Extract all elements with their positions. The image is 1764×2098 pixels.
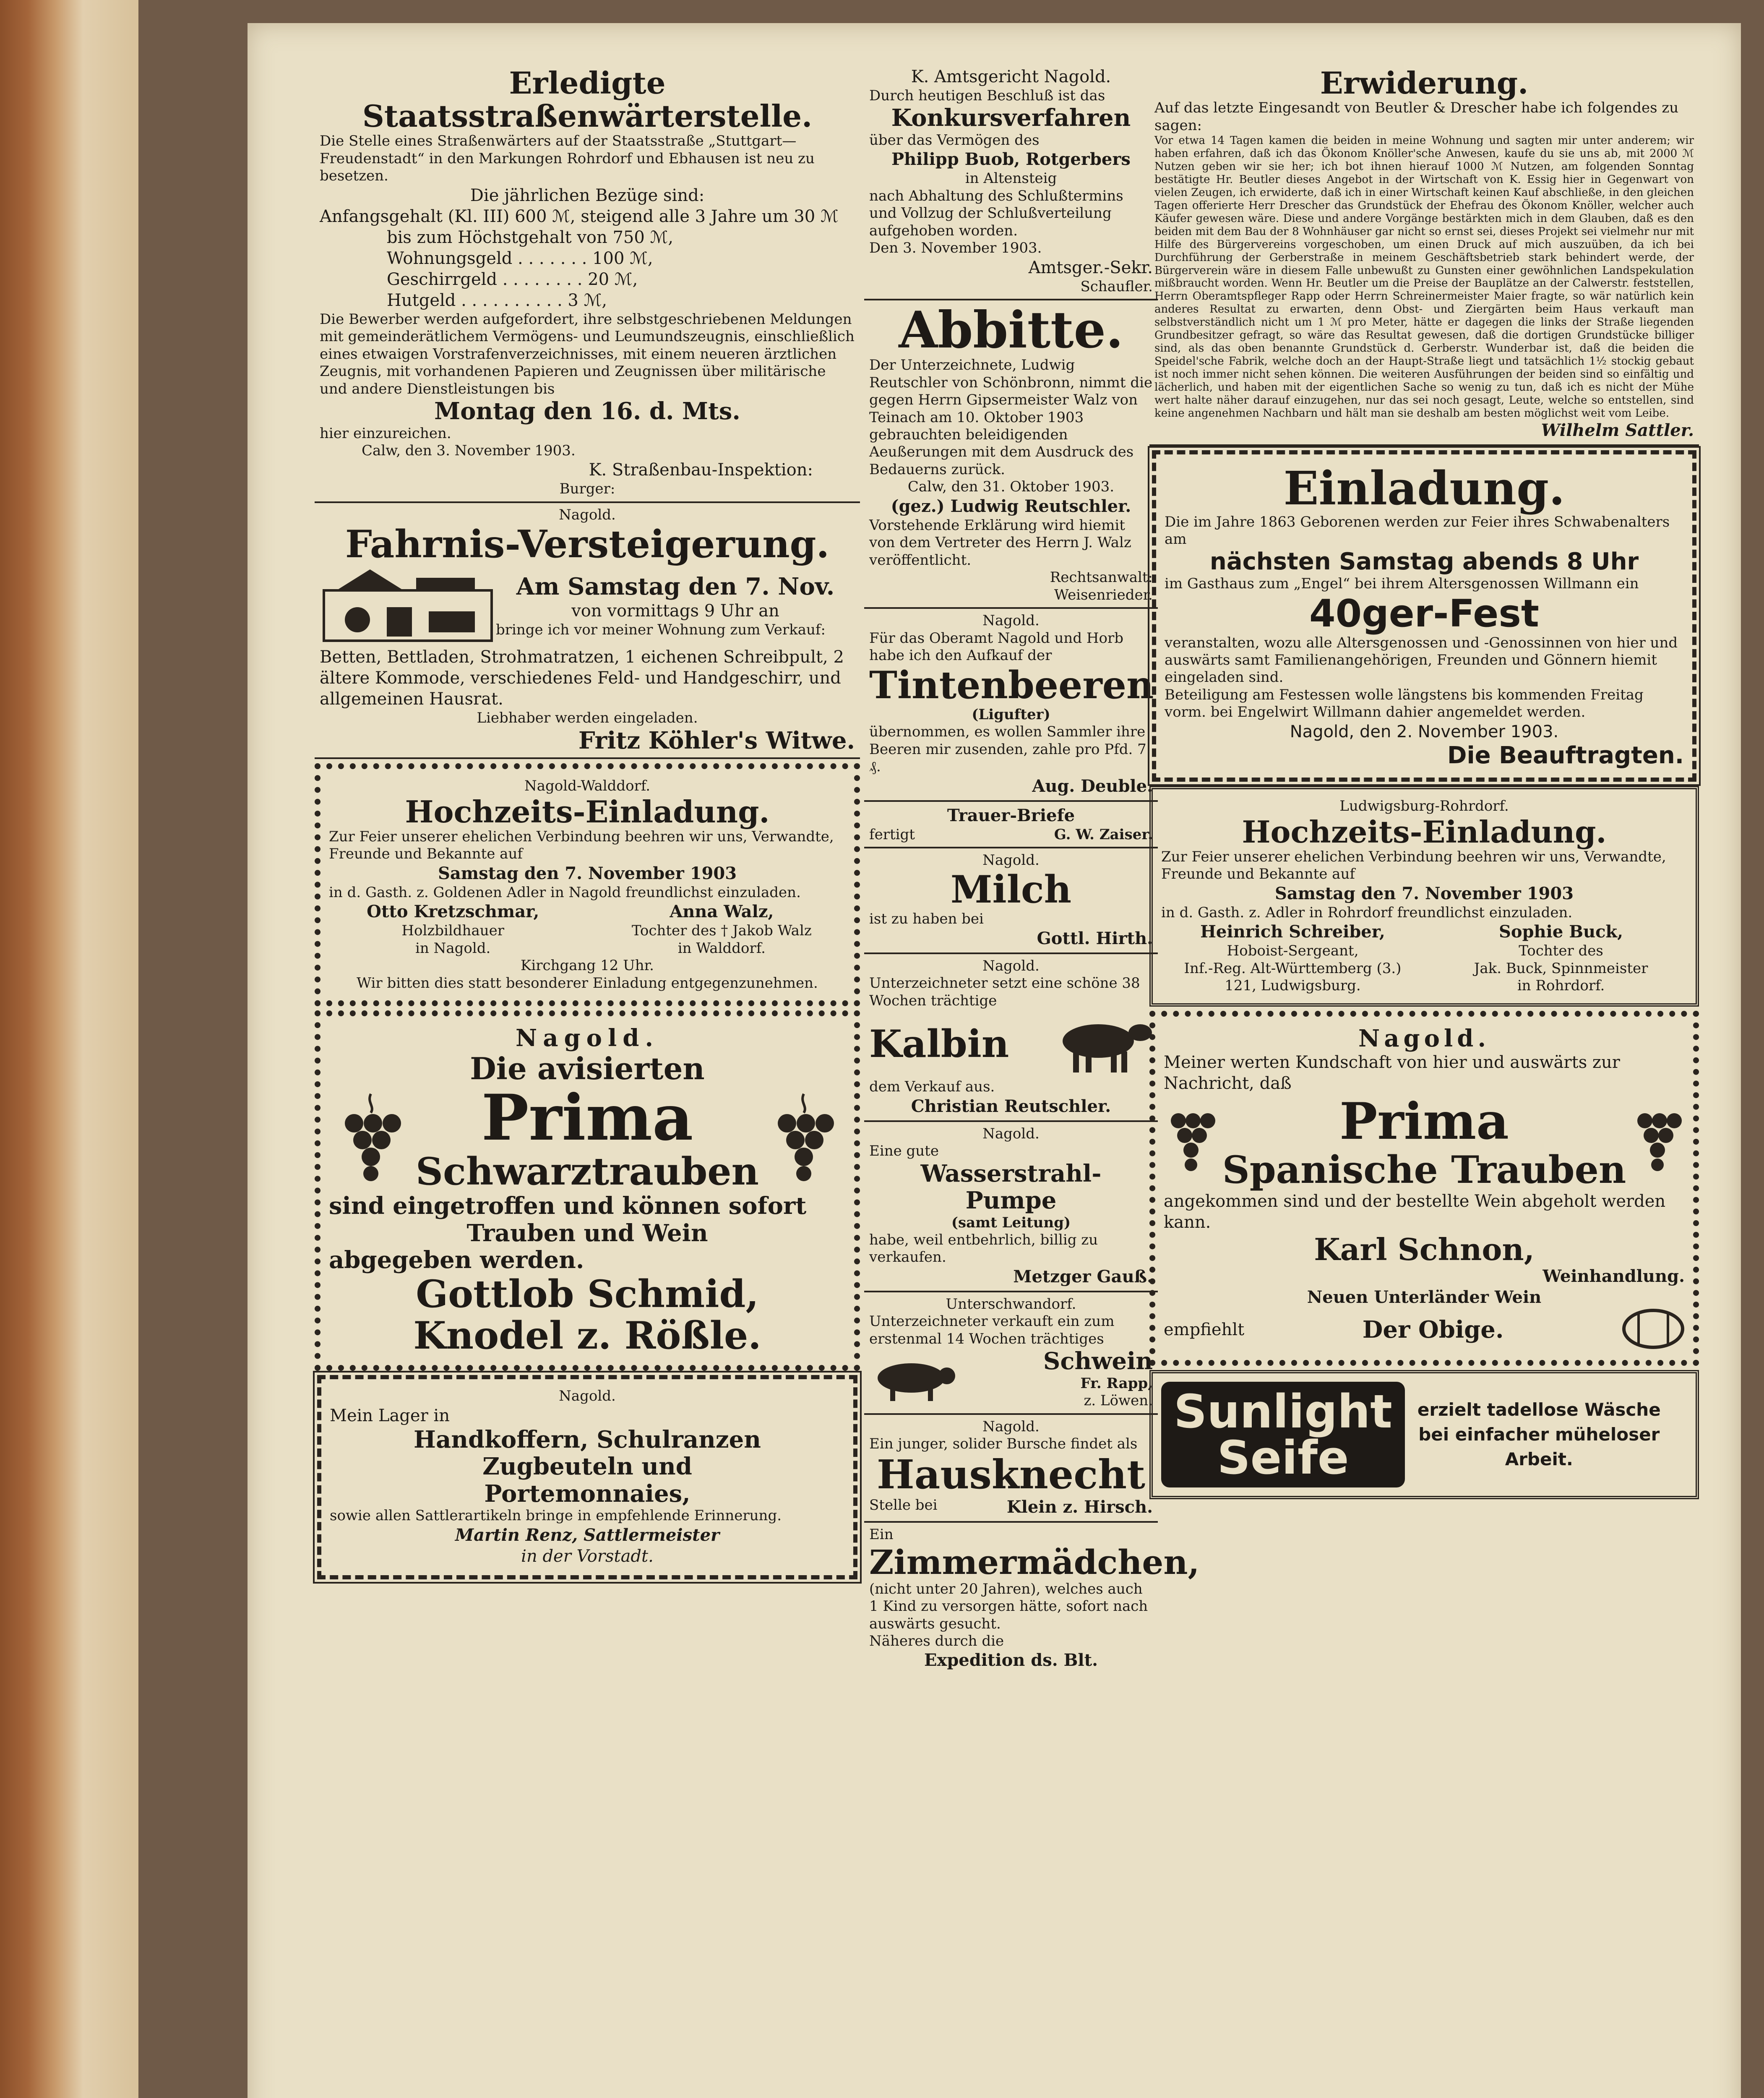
- place-date: Calw, den 3. November 1903.: [362, 442, 576, 459]
- bride-place: in Rohrdorf.: [1517, 977, 1605, 994]
- ad-sign2: Rechtsanwalt:: [1050, 569, 1153, 586]
- book-binding-edge: [0, 0, 138, 2098]
- ad-title: Zimmermädchen,: [869, 1542, 1200, 1582]
- ad-place: Nagold.: [559, 1388, 616, 1405]
- ad-place: Nagold.: [982, 957, 1040, 974]
- auction-signature: Fritz Köhler's Witwe.: [578, 726, 855, 754]
- ad-text1: erzielt tadellose Wäsche: [1417, 1399, 1661, 1420]
- schwein-row: [869, 1348, 1153, 1409]
- ad-sign: (gez.) Ludwig Reutschler.: [891, 496, 1131, 516]
- couple-row: [329, 901, 846, 957]
- ad-place-date: Nagold, den 2. November 1903.: [1290, 722, 1559, 741]
- deadline-date: Montag den 16. d. Mts.: [434, 397, 740, 425]
- grape-icon: [1630, 1100, 1685, 1185]
- ad-tintenbeeren: [864, 609, 1158, 801]
- ad-line1: Unterzeichneter setzt eine schöne 38 Wochen trächtige: [869, 975, 1140, 1009]
- ad-zimmermaedchen: [864, 1523, 1200, 1674]
- ad-line1: Eine gute: [869, 1143, 939, 1160]
- ad-sign: Die Beauftragten.: [1447, 741, 1684, 769]
- auction-invite: Liebhaber werden eingeladen.: [477, 710, 698, 727]
- ad-title1: Wasserstrahl-: [920, 1159, 1102, 1187]
- ad-line2: Handkoffern, Schulranzen: [414, 1425, 761, 1453]
- ad-sign1: Martin Renz, Sattlermeister: [455, 1525, 720, 1545]
- groom-job: Hoboist-Sergeant,: [1227, 942, 1359, 960]
- grape-icon: [1164, 1100, 1218, 1185]
- ad-line1: Für das Oberamt Nagold und Horb habe ich den Aufkauf der: [869, 629, 1124, 664]
- ad-line4: nach Abhaltung des Schlußtermins und Vollzug der Schlußverteilung aufgehoben worden.: [869, 187, 1123, 239]
- ad-line4: Portemonnaies,: [484, 1480, 690, 1508]
- ad-title: Hochzeits-Einladung.: [405, 793, 770, 830]
- invite-note: Wir bitten dies statt besonderer Einladung entgegenzunehmen.: [357, 974, 818, 992]
- ad-title2: Pumpe: [965, 1187, 1057, 1215]
- event-date: nächsten Samstag abends 8 Uhr: [1209, 548, 1639, 575]
- ad-spanische-title: Spanische Trauben: [1222, 1148, 1626, 1193]
- ad-sign: Klein z. Hirsch.: [1006, 1497, 1153, 1517]
- ad-place: Nagold.: [559, 506, 616, 523]
- column-left: [315, 63, 860, 1584]
- ad-line1: ist zu haben bei: [869, 911, 984, 928]
- ad-body: Die Bewerber werden aufgefordert, ihre selbstgeschriebenen Meldungen mit gemeinderätlichem Vermögens- und Leumundszeugnis, einschließlich eines etwaigen Vorstrafenverzeichnisses, mit einem neueren ärztlichen Zeugnis, mit vorhandenen Papieren und Zeugnissen über militärische und andere Dienstleistungen bis: [320, 311, 855, 397]
- invite-text: Zur Feier unserer ehelichen Verbindung beehren wir uns, Verwandte, Freunde und Bekannte auf: [1161, 848, 1666, 883]
- ad-place: Nagold.: [516, 1024, 659, 1052]
- kalbin-row: [869, 1010, 1153, 1078]
- ad-einladung-40gerfest: [1152, 450, 1696, 782]
- ad-staatsstrassenwaerter: [315, 63, 860, 503]
- ad-place: Nagold.: [982, 1125, 1040, 1142]
- spanish-grape-row: [1164, 1094, 1685, 1191]
- ad-place: Nagold.: [1358, 1024, 1490, 1052]
- ad-text3: Arbeit.: [1505, 1448, 1573, 1469]
- ad-line3: Zugbeuteln und: [482, 1453, 692, 1481]
- groom-place: 121, Ludwigsburg.: [1225, 977, 1361, 994]
- bride-place: in Walddorf.: [677, 939, 766, 957]
- ad-sign: Wilhelm Sattler.: [1541, 420, 1694, 440]
- column-right: [1149, 63, 1699, 1503]
- ad-line1: Mein Lager in: [330, 1406, 450, 1425]
- ad-note: Vorstehende Erklärung wird hiemit von dem Vertreter des Herrn J. Walz veröffentlicht.: [869, 517, 1131, 569]
- ad-left: fertigt: [869, 826, 915, 843]
- wohnungsgeld-line: Wohnungsgeld . . . . . . . 100 ℳ,: [387, 248, 653, 268]
- column-middle: [864, 63, 1200, 1674]
- ad-text2: bei einfacher müheloser: [1418, 1424, 1660, 1445]
- ad-sign2: Schaufler.: [1080, 278, 1153, 295]
- bride-job: Tochter des † Jakob Walz: [631, 922, 812, 939]
- ad-sign2: in der Vorstadt.: [521, 1546, 654, 1566]
- auction-row: [320, 565, 855, 647]
- ad-sign: Gottl. Hirth.: [1037, 928, 1153, 948]
- einreichen-text: hier einzureichen.: [320, 425, 451, 442]
- bride-name: Sophie Buck,: [1499, 922, 1623, 942]
- signature-office: K. Straßenbau-Inspektion:: [589, 460, 813, 480]
- bezuege-heading: Die jährlichen Bezüge sind:: [470, 185, 705, 205]
- ad-sub: (samt Leitung): [951, 1214, 1071, 1231]
- ad-prima: Prima: [1339, 1092, 1509, 1151]
- ad-schwein: [864, 1292, 1158, 1415]
- ad-line2: habe, weil entbehrlich, billig zu verkaufen.: [869, 1231, 1098, 1266]
- ad-line1: Die avisierten: [470, 1050, 705, 1086]
- pig-icon: [869, 1353, 961, 1405]
- ad-title: Schwein: [1043, 1347, 1153, 1375]
- salary-max-line: bis zum Höchstgehalt von 750 ℳ,: [387, 227, 674, 247]
- groom-place: in Nagold.: [415, 939, 491, 957]
- ad-line2: im Gasthaus zum „Engel“ bei ihrem Altersgenossen Willmann ein: [1165, 575, 1639, 592]
- ad-line3: Näheres durch die: [869, 1632, 1004, 1649]
- ad-hochzeit-schreiber: [1149, 786, 1699, 1006]
- ad-sign: Metzger Gauß.: [1013, 1266, 1153, 1286]
- cow-icon: [1044, 1010, 1153, 1078]
- wedding-date: Samstag den 7. November 1903: [1274, 883, 1574, 903]
- ad-line4: Beteiligung am Festessen wolle längstens bis kommenden Freitag vorm. bei Engelwirt Willmann dahier angemeldet werden.: [1165, 686, 1644, 721]
- ad-line4: angekommen sind und der bestellte Wein abgeholt werden kann.: [1164, 1192, 1666, 1232]
- fest-name: 40ger-Fest: [1309, 591, 1539, 636]
- auction-time: von vormittags 9 Uhr an: [571, 601, 779, 621]
- wine-row: [1164, 1308, 1685, 1352]
- ad-line1: Meiner werten Kundschaft von hier und auswärts zur Nachricht, daß: [1164, 1053, 1620, 1093]
- ad-line3: in Altensteig: [965, 170, 1057, 187]
- ad-sign: Aug. Deuble.: [1032, 776, 1153, 796]
- ad-hochzeit-walz: [315, 763, 860, 1006]
- grape-row: [329, 1080, 846, 1194]
- ad-intro: Die Stelle eines Straßenwärters auf der Staatsstraße „Stuttgart—Freudenstadt“ in den Markungen Rohrdorf und Ebhausen ist neu zu besetzen.: [320, 133, 815, 185]
- ad-line5: Neuen Unterländer Wein: [1307, 1287, 1542, 1307]
- ad-schwarztrauben: [315, 1010, 860, 1371]
- ad-place: Nagold.: [982, 1418, 1040, 1435]
- wedding-date: Samstag den 7. November 1903: [438, 863, 737, 883]
- church-time: Kirchgang 12 Uhr.: [521, 957, 654, 974]
- ad-line6: empfiehlt: [1164, 1320, 1245, 1340]
- ad-spanische-trauben: [1149, 1011, 1699, 1366]
- bride-father: Jak. Buck, Spinnmeister: [1474, 960, 1648, 977]
- ad-sign3: Weisenrieder.: [1054, 586, 1153, 603]
- ad-konkurs: [864, 63, 1158, 300]
- grape-icon: [762, 1090, 846, 1188]
- ad-pumpe: [864, 1122, 1158, 1292]
- geschirrgeld-line: Geschirrgeld . . . . . . . . 20 ℳ,: [387, 269, 638, 289]
- ad-title: Kalbin: [869, 1021, 1009, 1066]
- ad-place: Ludwigsburg-Rohrdorf.: [1339, 798, 1509, 815]
- ad-sign2: Weinhandlung.: [1543, 1266, 1685, 1286]
- ad-sign1: Amtsger.-Sekr.: [1028, 258, 1153, 277]
- ad-milch: [864, 848, 1158, 954]
- ad-kalbin: [864, 954, 1158, 1122]
- ad-line4: sind eingetroffen und können sofort: [329, 1192, 807, 1220]
- ad-sign2: z. Löwen.: [1084, 1392, 1153, 1409]
- ad-prima: Prima: [481, 1080, 693, 1155]
- debtor-name: Philipp Buob, Rotgerbers: [891, 149, 1131, 170]
- bride-job: Tochter des: [1519, 942, 1603, 960]
- ad-sunlight-seife: [1149, 1370, 1699, 1499]
- ad-erwiderung: [1149, 63, 1699, 446]
- ad-right: G. W. Zaiser.: [1054, 826, 1153, 843]
- ad-title: Fahrnis-Versteigerung.: [345, 522, 829, 567]
- ad-title-line2: Staatsstraßenwärterstelle.: [362, 98, 813, 134]
- invite-location: in d. Gasth. z. Goldenen Adler in Nagold freundlichst einzuladen.: [329, 884, 801, 901]
- logo-line2: Seife: [1217, 1431, 1349, 1485]
- ad-title: Hausknecht: [877, 1451, 1145, 1498]
- ad-title: Milch: [950, 867, 1072, 912]
- ad-sign: Expedition ds. Blt.: [924, 1650, 1098, 1670]
- ad-sign: Karl Schnon,: [1314, 1232, 1535, 1268]
- ad-line2: übernommen, es wollen Sammler ihre Beeren mir zusenden, zahle pro Pfd. 7 ₰.: [869, 723, 1146, 775]
- grape-icon: [329, 1090, 413, 1188]
- salary-line: Anfangsgehalt (Kl. III) 600 ℳ, steigend alle 3 Jahre um 30 ℳ: [320, 206, 839, 226]
- barrel-icon: [1622, 1308, 1685, 1352]
- ad-line1: Ein: [869, 1526, 894, 1543]
- ad-line7: Der Obige.: [1362, 1316, 1504, 1344]
- auction-date: Am Samstag den 7. Nov.: [516, 573, 835, 601]
- ad-schwarztrauben-title: Schwarztrauben: [416, 1149, 759, 1194]
- ad-fahrnis-versteigerung: [315, 503, 860, 759]
- ad-sub: (Ligufter): [972, 706, 1050, 723]
- bride-name: Anna Walz,: [670, 902, 774, 922]
- auction-bring: bringe ich vor meiner Wohnung zum Verkauf:: [496, 621, 826, 638]
- ad-line1: Die im Jahre 1863 Geborenen werden zur Feier ihres Schwabenalters am: [1165, 513, 1670, 548]
- ad-title: Erwiderung.: [1320, 65, 1529, 101]
- hutgeld-line: Hutgeld . . . . . . . . . . 3 ℳ,: [387, 290, 607, 310]
- ad-line2: dem Verkauf aus.: [869, 1078, 995, 1096]
- groom-name: Otto Kretzschmar,: [367, 902, 539, 922]
- ad-line1: Durch heutigen Beschluß ist das: [869, 87, 1105, 104]
- ad-trauerbriefe: [864, 802, 1158, 848]
- ad-line1: Unterzeichneter verkauft ein zum erstenmal 14 Wochen trächtiges: [869, 1313, 1115, 1347]
- couple-row: [1161, 921, 1687, 994]
- ad-line3: veranstalten, wozu alle Altersgenossen und -Genossinnen von hier und auswärts samt Familienangehörigen, Freunden und Gönnern hiemit eingeladen sind.: [1165, 634, 1678, 686]
- ad-line2: Stelle bei: [869, 1497, 938, 1514]
- ad-body: Der Unterzeichnete, Ludwig Reutschler von Schönbronn, nimmt die gegen Herrn Gipsermeister Walz von Teinach am 10. Oktober 1903 gebrauchten beleidigenden Aeußerungen mit dem Ausdruck des Bedauerns zurück.: [869, 357, 1153, 478]
- ad-line2: über das Vermögen des: [869, 131, 1040, 149]
- ad-title-line1: Erledigte: [509, 65, 666, 101]
- ad-renz-sattler: [317, 1375, 857, 1579]
- logo-line1: Sunlight: [1174, 1385, 1392, 1439]
- ad-line6: abgegeben werden.: [329, 1246, 584, 1274]
- ad-body: Vor etwa 14 Tagen kamen die beiden in meine Wohnung und sagten mir unter anderem; wir haben erfahren, daß ich das Ökonom Knöller'sche Anwesen, kaufe du sie uns ab, mit 2000 ℳ Nutzen geben wir sie her; ich bot ihnen hierauf 1000 ℳ Nutzen, am folgenden Sonntag bestätigte Hr. Beutler dieses Angebot in der Wirtschaft von K. Essig hier in Gegenwart von vielen Zeugen, ich erwiderte, daß ich in einer Wirtschaft keinen Kauf abschließe, in den gleichen Tagen offerierte Herr Drescher das Grundstück der Ehefrau des Ökonom Knöller, welcher auch Käufer gewesen wäre. Diese und andere Vorgänge bestärkten mich in dem Glauben, daß es den beiden mit dem Bau der 8 Wohnhäuser gar nicht so ernst sei, dieses Projekt sei vielmehr nur mit Hilfe des Bürgervereins vorgeschoben, um einen Druck auf mich auszuüben, da ich bei Durchführung der Gerberstraße in meinem Geschäftsbetrieb stark behindert werde, der Bürgerverein wäre in diesem Falle unbewußt zu Gunsten einer gewöhnlichen Landspekulation mißbraucht worden. Wenn Hr. Beutler um die Preise der Bauplätze an der Calwerstr. feststellen, Herrn Oberamtspfleger Rapp oder Herrn Schreinermeister Maier fragte, so wär natürlich kein anderes Resultat zu erwarten, denn Obst- und Ziergärten beim Haus verkauft man selbstverständlich nicht um 1 ℳ pro Meter, hätte er dagegen die links der Straße liegenden Grundbesitzer gefragt, so wäre das Resultat gewesen, daß die dortigen Grundstücke billiger sind, als das oben benannte Grundstück d. Gerberstr. Wunderbar ist, daß die beiden die Speidel'sche Fabrik, welche doch an der Haupt-Straße liegt und tatsächlich 1½ stockig gebaut ist noch immer nicht sehen können. Die weiteren Ausführungen der beiden sind so einfältig und lächerlich, und haben mit der eigentlichen Sache so wenig zu tun, daß ich es nicht der Mühe wert halte näher darauf einzugehen, nur das sei noch gesagt, Leute, welche so entstellen, sind keine angenehmen Nachbarn und hält man sie deshalb am besten möglichst weit vom Leibe.: [1154, 134, 1694, 420]
- ad-line5: Trauben und Wein: [466, 1219, 708, 1247]
- ad-date: Calw, den 31. Oktober 1903.: [907, 478, 1115, 496]
- ad-title: Einladung.: [1283, 461, 1565, 515]
- ad-head: K. Amtsgericht Nagold.: [911, 67, 1111, 86]
- ad-line2: (nicht unter 20 Jahren), welches auch 1 Kind zu versorgen hätte, sofort nach auswärts gesucht.: [869, 1580, 1148, 1632]
- ad-intro: Auf das letzte Eingesandt von Beutler & Drescher habe ich folgendes zu sagen:: [1154, 99, 1679, 134]
- sunlight-logo: [1161, 1382, 1405, 1487]
- ad-title: Konkursverfahren: [891, 104, 1131, 132]
- groom-name: Heinrich Schreiber,: [1200, 922, 1385, 942]
- ad-abbitte: [864, 300, 1158, 609]
- groom-regiment: Inf.-Reg. Alt-Württemberg (3.): [1184, 960, 1402, 977]
- ad-title: Abbitte.: [899, 300, 1123, 360]
- ad-sign: Christian Reutschler.: [911, 1096, 1111, 1116]
- auction-items: Betten, Bettladen, Strohmatratzen, 1 eichenen Schreibpult, 2 ältere Kommode, verschiedenes Feld- und Handgeschirr, und allgemeinen Hausrat.: [320, 647, 844, 709]
- signature-name: Burger:: [559, 480, 615, 498]
- auction-illustration: [320, 565, 496, 647]
- ad-line1: Ein junger, solider Bursche findet als: [869, 1435, 1138, 1453]
- ad-line5: sowie allen Sattlerartikeln bringe in empfehlende Erinnerung.: [330, 1507, 782, 1524]
- ad-place: Nagold.: [982, 851, 1040, 869]
- ad-date: Den 3. November 1903.: [869, 240, 1042, 257]
- ad-sign1: Fr. Rapp,: [1080, 1375, 1153, 1392]
- ad-title: Trauer-Briefe: [947, 805, 1075, 825]
- ad-place: Unterschwandorf.: [946, 1295, 1076, 1313]
- ad-title: Hochzeits-Einladung.: [1242, 814, 1607, 850]
- ad-title: Tintenbeeren: [869, 663, 1154, 707]
- ad-sign2: Knodel z. Rößle.: [413, 1313, 761, 1358]
- invite-location: in d. Gasth. z. Adler in Rohrdorf freundlichst einzuladen.: [1161, 904, 1573, 921]
- groom-job: Holzbildhauer: [401, 922, 504, 939]
- ad-hausknecht: [864, 1415, 1158, 1523]
- ad-place: Nagold-Walddorf.: [524, 778, 651, 795]
- invite-text: Zur Feier unserer ehelichen Verbindung beehren wir uns, Verwandte, Freunde und Bekannte auf: [329, 828, 834, 863]
- ad-place: Nagold.: [982, 612, 1040, 629]
- ad-sign1: Gottlob Schmid,: [416, 1272, 759, 1317]
